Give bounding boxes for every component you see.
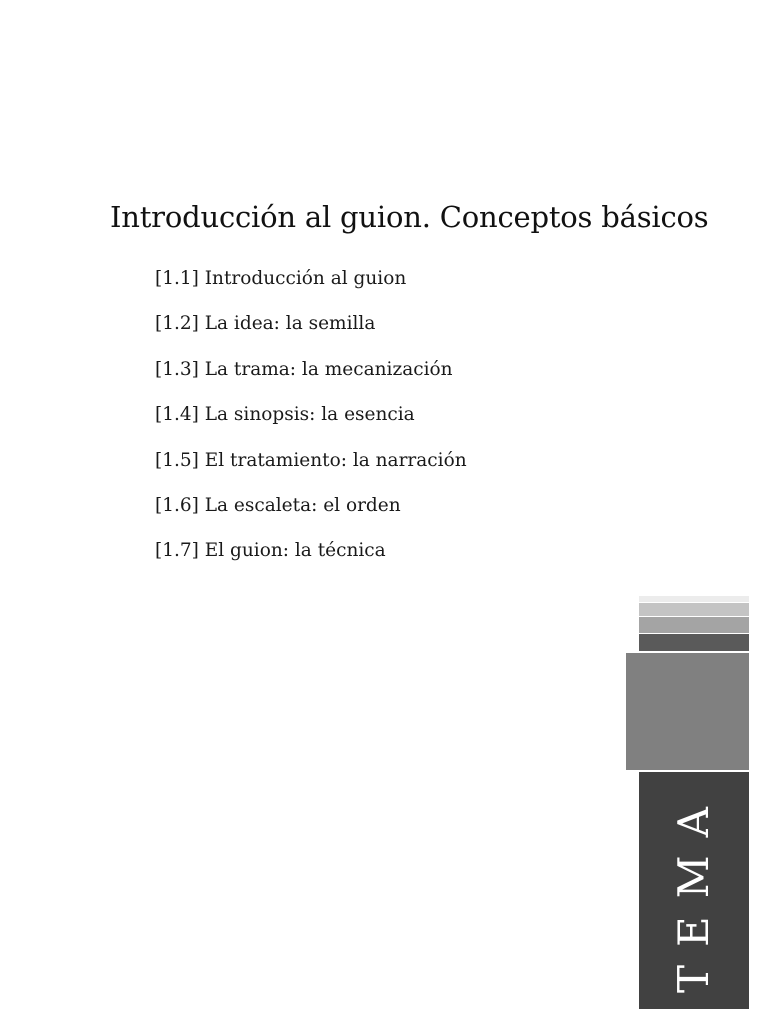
side-tab-tema (639, 772, 749, 1009)
toc-item-1-2: [1.2] La idea: la semilla (155, 313, 376, 335)
toc-item-1-5: [1.5] El tratamiento: la narración (155, 449, 467, 471)
toc-item-1-1: [1.1] Introducción al guion (155, 268, 407, 289)
decorative-stripe-mid (639, 617, 749, 633)
decorative-stripe-dark (639, 634, 749, 651)
decorative-stripe-mid-light (639, 603, 749, 616)
toc-item-1-6: [1.6] La escaleta: el orden (155, 494, 401, 516)
toc-item-1-3: [1.3] La trama: la mecanización (155, 358, 453, 380)
page-title: Introducción al guion. Conceptos básicos (110, 200, 709, 234)
decorative-stripe-light (639, 596, 749, 602)
toc-item-1-7: [1.7] El guion: la técnica (155, 540, 386, 562)
table-of-contents (155, 266, 467, 584)
side-tab-label: TEMA (669, 788, 718, 993)
toc-item-1-4: [1.4] La sinopsis: la esencia (155, 404, 415, 426)
decorative-block-gray (626, 653, 749, 770)
